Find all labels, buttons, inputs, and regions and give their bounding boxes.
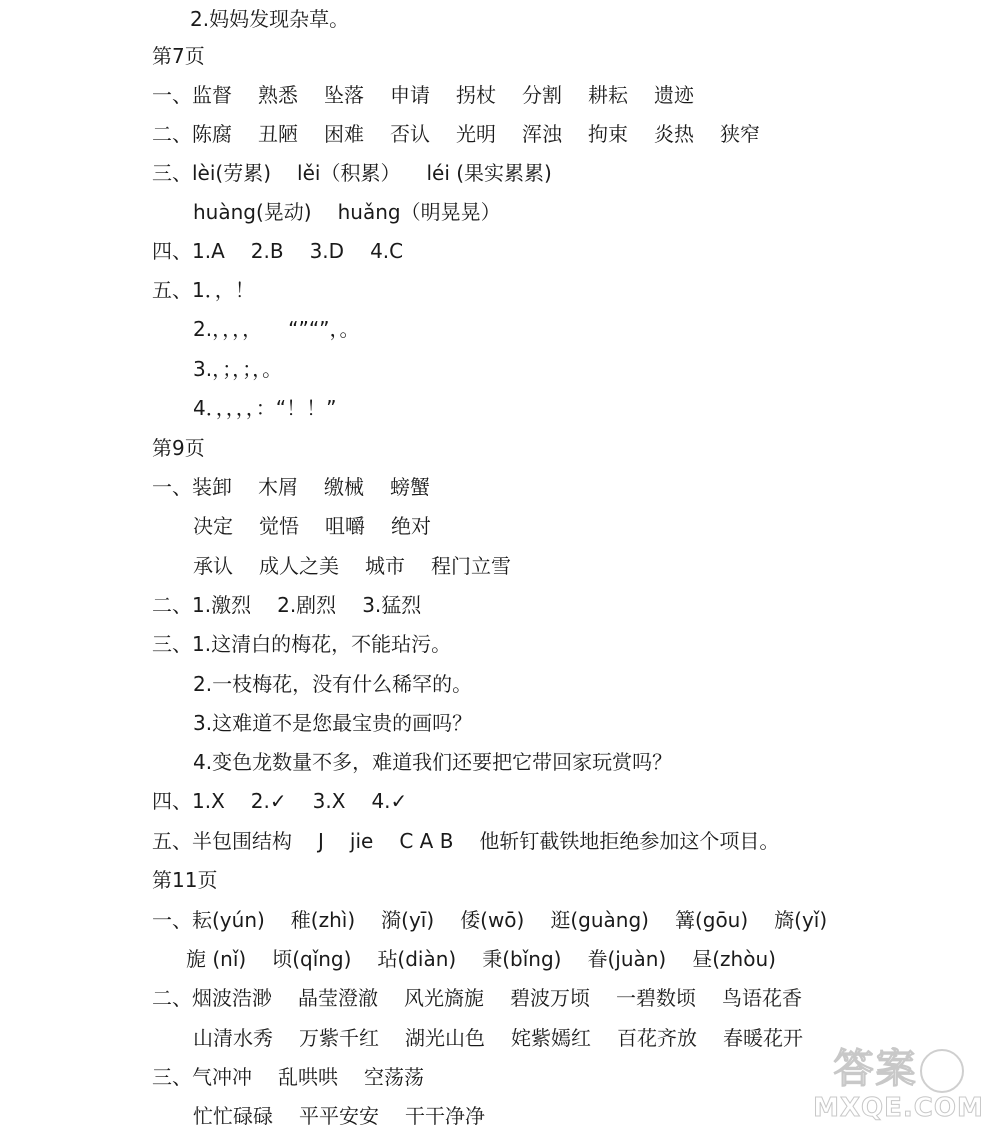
answer-token: 四、1.X	[152, 789, 225, 813]
answer-line	[186, 940, 776, 979]
answer-token: 城市	[365, 554, 405, 578]
answer-token: 咀嚼	[325, 514, 365, 538]
answer-token: 3.这难道不是您最宝贵的画吗？	[193, 711, 473, 735]
answer-token: 螃蟹	[390, 475, 430, 499]
answer-token: 耕耘	[588, 83, 628, 107]
answer-token: 一、监督	[152, 83, 232, 107]
answer-token: 困难	[324, 122, 364, 146]
answer-token: 忙忙碌碌	[193, 1104, 273, 1128]
answer-token: 万紫千红	[299, 1026, 379, 1050]
answer-token: 成人之美	[259, 554, 339, 578]
answer-token: 3.D	[309, 239, 345, 263]
answer-line	[190, 0, 349, 39]
answer-token: 绝对	[391, 514, 431, 538]
answer-token: 五、1．，！	[152, 278, 255, 302]
answer-token: 4．，，，，：“！！”	[193, 396, 337, 420]
answer-token: 春暖花开	[723, 1026, 803, 1050]
answer-token: 熟悉	[258, 83, 298, 107]
answer-token: 2.剧烈	[277, 593, 337, 617]
answer-line	[152, 429, 205, 468]
answer-token: 空荡荡	[364, 1065, 424, 1089]
answer-token: 2.✓	[250, 789, 287, 813]
answer-token: 山清水秀	[193, 1026, 273, 1050]
answer-token: lěi（积累）	[297, 161, 401, 185]
answer-line	[152, 271, 255, 310]
answer-line	[193, 1097, 485, 1136]
answer-token: 申请	[390, 83, 430, 107]
answer-token: 昼(zhòu)	[692, 947, 776, 971]
answer-token: 逛(guàng)	[550, 908, 649, 932]
answer-token: 四、1.A	[152, 239, 225, 263]
answer-token: 秉(bǐng)	[482, 947, 562, 971]
answer-token: 程门立雪	[431, 554, 511, 578]
answer-token: 否认	[390, 122, 430, 146]
answer-line	[193, 665, 472, 704]
answer-token: 旖(yǐ)	[774, 908, 828, 932]
answer-token: 五、半包围结构	[152, 829, 292, 853]
answer-token: 4.✓	[371, 789, 408, 813]
answer-token: 3.X	[312, 789, 346, 813]
answer-token: 木屑	[258, 475, 298, 499]
answer-token: 鸟语花香	[722, 986, 802, 1010]
answer-token: léi (果实累累)	[426, 161, 552, 185]
answer-line	[152, 37, 205, 76]
answer-line	[152, 76, 694, 115]
answer-token: 眷(juàn)	[587, 947, 667, 971]
answer-token: 拘束	[588, 122, 628, 146]
answer-token: 玷(diàn)	[377, 947, 457, 971]
answer-token: 坠落	[324, 83, 364, 107]
answer-line	[193, 193, 501, 232]
answer-line	[152, 861, 217, 900]
answer-line	[152, 115, 760, 154]
answer-line	[152, 625, 451, 664]
answer-line	[193, 310, 360, 349]
answer-line	[152, 1058, 424, 1097]
answer-token: 晶莹澄澈	[298, 986, 378, 1010]
answer-token: 姹紫嫣红	[511, 1026, 591, 1050]
watermark-logo-text: 答案	[811, 1047, 986, 1093]
answer-token: 倭(wō)	[460, 908, 525, 932]
answer-token: J	[318, 829, 324, 853]
answer-line	[152, 782, 407, 821]
answer-line	[152, 586, 421, 625]
answer-token: jie	[349, 829, 374, 853]
answer-token: 3.，；，；，。	[193, 357, 283, 381]
watermark-badge-icon	[920, 1049, 964, 1093]
answer-line	[152, 979, 802, 1018]
answer-token: 2.妈妈发现杂草。	[190, 7, 350, 31]
answer-token: 遗迹	[654, 83, 694, 107]
answer-token: 百花齐放	[617, 1026, 697, 1050]
answer-line	[152, 901, 827, 940]
answer-token: 炎热	[654, 122, 694, 146]
answer-token: 3.猛烈	[362, 593, 422, 617]
answer-token: C A B	[399, 829, 454, 853]
answer-line	[193, 389, 336, 428]
answer-token: 一、耘(yún)	[152, 908, 265, 932]
answer-token: 他斩钉截铁地拒绝参加这个项目。	[479, 829, 780, 853]
answer-token: 一、装卸	[152, 475, 232, 499]
answer-line	[193, 547, 511, 586]
answer-token: 4.变色龙数量不多，难道我们还要把它带回家玩赏吗？	[193, 750, 673, 774]
answer-line	[152, 468, 430, 507]
answer-token: 拐杖	[456, 83, 496, 107]
answer-token: 第9页	[152, 436, 205, 460]
answer-token: 2.，，，，	[193, 317, 263, 341]
answer-token: 稚(zhì)	[290, 908, 356, 932]
answer-token: 4.C	[370, 239, 404, 263]
site-watermark	[811, 1047, 986, 1127]
answer-token: 承认	[193, 554, 233, 578]
answer-token: 三、气冲冲	[152, 1065, 252, 1089]
answer-token: 光明	[456, 122, 496, 146]
answer-token: 丑陋	[258, 122, 298, 146]
answer-token: 平平安安	[299, 1104, 379, 1128]
answer-token: 2.B	[250, 239, 284, 263]
answer-token: 干干净净	[405, 1104, 485, 1128]
answer-token: 决定	[193, 514, 233, 538]
answer-token: “”“”，。	[288, 317, 360, 341]
answer-token: 一碧数顷	[616, 986, 696, 1010]
answer-token: 湖光山色	[405, 1026, 485, 1050]
answer-line	[193, 743, 672, 782]
answer-token: 觉悟	[259, 514, 299, 538]
answer-token: 风光旖旎	[404, 986, 484, 1010]
answer-token: huàng(晃动)	[193, 200, 312, 224]
answer-token: huǎng（明晃晃）	[337, 200, 501, 224]
answer-token: 漪(yī)	[381, 908, 435, 932]
answer-token: 篝(gōu)	[674, 908, 749, 932]
answer-token: 碧波万顷	[510, 986, 590, 1010]
answer-token: 旎 (nǐ)	[186, 947, 247, 971]
answer-line	[152, 822, 779, 861]
answer-token: 二、1.激烈	[152, 593, 252, 617]
answer-token: 乱哄哄	[278, 1065, 338, 1089]
answer-token: 第11页	[152, 868, 218, 892]
answer-token: 狭窄	[720, 122, 760, 146]
answer-line	[152, 232, 403, 271]
answer-token: 2.一枝梅花，没有什么稀罕的。	[193, 672, 473, 696]
answer-line	[193, 507, 431, 546]
answer-token: 三、lèi(劳累)	[152, 161, 272, 185]
answer-token: 浑浊	[522, 122, 562, 146]
answer-token: 顷(qǐng)	[272, 947, 352, 971]
answer-line	[193, 1019, 803, 1058]
answer-token: 二、烟波浩渺	[152, 986, 272, 1010]
answer-token: 第7页	[152, 44, 205, 68]
watermark-domain: MXQE.COM	[813, 1093, 984, 1123]
answer-line	[193, 350, 282, 389]
answer-token: 分割	[522, 83, 562, 107]
answer-line	[193, 704, 472, 743]
answer-token: 三、1.这清白的梅花，不能玷污。	[152, 632, 452, 656]
answer-token: 缴械	[324, 475, 364, 499]
answer-token: 二、陈腐	[152, 122, 232, 146]
answer-line	[152, 154, 552, 193]
